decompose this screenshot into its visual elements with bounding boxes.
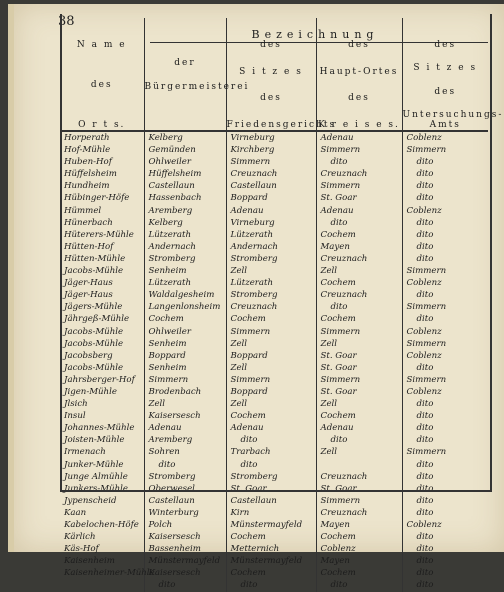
untersuchungsamt-cell: Simmern: [406, 374, 447, 385]
untersuchungsamt-cell: Simmern: [406, 447, 447, 458]
table-row: [60, 192, 488, 204]
place-name-cell: Insul: [60, 410, 144, 422]
friedensgericht-cell: Castellaun: [226, 495, 316, 507]
buergermeisterei-cell: Senheim: [144, 265, 226, 277]
header-text: K r e i s e s.: [318, 119, 400, 130]
hauptort-cell: Mayen: [316, 519, 402, 531]
untersuchungsamt-cell: dito: [416, 314, 434, 325]
hauptort-cell: Creuznach: [316, 168, 402, 180]
friedensgericht-cell: Cochem: [226, 567, 316, 579]
header-text: Bürgermeisterei: [144, 82, 250, 92]
untersuchungsamt-cell: Simmern: [406, 145, 447, 156]
buergermeisterei-cell: Senheim: [144, 362, 226, 374]
table-row: [60, 507, 488, 519]
hauptort-cell: dito: [316, 301, 402, 313]
buergermeisterei-cell: dito: [144, 579, 226, 591]
place-name-cell: Kaisenheimer-Mühle: [60, 567, 144, 579]
untersuchungsamt-cell: dito: [416, 290, 434, 301]
hauptort-cell: Cochem: [316, 410, 402, 422]
friedensgericht-cell: Stromberg: [226, 289, 316, 301]
place-name-cell: Kaan: [60, 507, 144, 519]
header-text: O r t s.: [78, 120, 126, 130]
buergermeisterei-cell: Bassenheim: [144, 543, 226, 555]
untersuchungsamt-cell: dito: [416, 181, 434, 192]
untersuchungsamt-cell: Coblenz: [406, 386, 442, 397]
buergermeisterei-cell: Boppard: [144, 350, 226, 362]
place-name-cell: Jlsich: [60, 398, 144, 410]
buergermeisterei-cell: Cochem: [144, 313, 226, 325]
untersuchungsamt-cell: dito: [416, 229, 434, 240]
table-row: [60, 555, 488, 567]
untersuchungsamt-cell: dito: [416, 507, 434, 518]
table-row: [60, 410, 488, 422]
buergermeisterei-cell: Castellaun: [144, 495, 226, 507]
header-untersuchungsamt: [402, 18, 504, 131]
untersuchungsamt-cell: dito: [416, 532, 434, 543]
untersuchungsamt-cell: dito: [416, 193, 434, 204]
friedensgericht-cell: Adenau: [226, 422, 316, 434]
untersuchungsamt-cell: Coblenz: [406, 350, 442, 361]
untersuchungsamt-cell: dito: [416, 423, 434, 434]
untersuchungsamt-cell: dito: [416, 580, 434, 591]
header-text: Untersuchungs-Amts: [402, 109, 504, 130]
table-row: [60, 289, 488, 301]
buergermeisterei-cell: Lützerath: [144, 277, 226, 289]
untersuchungsamt-cell: dito: [416, 253, 434, 264]
friedensgericht-cell: Münstermayfeld: [226, 555, 316, 567]
place-name-cell: Hünerbach: [60, 217, 144, 229]
hauptort-cell: St. Goar: [316, 362, 402, 374]
hauptort-cell: Creuznach: [316, 507, 402, 519]
table-row: [60, 362, 488, 374]
friedensgericht-cell: dito: [226, 579, 316, 591]
hauptort-cell: dito: [316, 217, 402, 229]
buergermeisterei-cell: Polch: [144, 519, 226, 531]
hauptort-cell: Cochem: [316, 313, 402, 325]
header-text: des: [434, 40, 457, 50]
header-text: des: [434, 86, 457, 97]
place-name-cell: Jacobs-Mühle: [60, 362, 144, 374]
untersuchungsamt-cell: dito: [416, 217, 434, 228]
table-row: [60, 567, 488, 579]
header-buergermeisterei: [144, 18, 250, 131]
table-row: [60, 519, 488, 531]
hauptort-cell: St. Goar: [316, 192, 402, 204]
table-row: [60, 338, 488, 350]
header-text: Haupt-Ortes: [319, 66, 399, 77]
place-name-cell: Hütten-Mühle: [60, 253, 144, 265]
friedensgericht-cell: Münstermayfeld: [226, 519, 316, 531]
place-name-cell: Käs-Hof: [60, 543, 144, 555]
place-name-cell: Jäger-Haus: [60, 289, 144, 301]
table-row: [60, 374, 488, 386]
header-text: S i t z e s: [413, 63, 478, 74]
hauptort-cell: dito: [316, 579, 402, 591]
friedensgericht-cell: Creuznach: [226, 301, 316, 313]
place-name-cell: Jypenscheid: [60, 495, 144, 507]
table-row: [60, 313, 488, 325]
header-hauptort: [316, 18, 402, 131]
friedensgericht-cell: Boppard: [226, 350, 316, 362]
buergermeisterei-cell: Langenlonsheim: [144, 301, 226, 313]
friedensgericht-cell: Andernach: [226, 241, 316, 253]
hauptort-cell: Cochem: [316, 531, 402, 543]
buergermeisterei-cell: Waldalgesheim: [144, 289, 226, 301]
buergermeisterei-cell: Kelberg: [144, 131, 226, 144]
buergermeisterei-cell: dito: [144, 459, 226, 471]
header-text: N a m e: [76, 40, 127, 50]
buergermeisterei-cell: Münstermayfeld: [144, 555, 226, 567]
table-row: [60, 131, 488, 144]
untersuchungsamt-cell: dito: [416, 556, 434, 567]
hauptort-cell: Simmern: [316, 144, 402, 156]
friedensgericht-cell: Simmern: [226, 374, 316, 386]
table-row: [60, 253, 488, 265]
hauptort-cell: Simmern: [316, 374, 402, 386]
hauptort-cell: Simmern: [316, 326, 402, 338]
untersuchungsamt-cell: Coblenz: [406, 278, 442, 289]
buergermeisterei-cell: Gemünden: [144, 144, 226, 156]
header-text: des: [260, 40, 282, 50]
buergermeisterei-cell: Sohren: [144, 446, 226, 458]
table-row: [60, 326, 488, 338]
friedensgericht-cell: Virneburg: [226, 131, 316, 144]
buergermeisterei-cell: Oberwesel: [144, 483, 226, 495]
place-name-cell: Jahrsberger-Hof: [60, 374, 144, 386]
hauptort-cell: Adenau: [316, 422, 402, 434]
buergermeisterei-cell: Stromberg: [144, 253, 226, 265]
place-name-cell: Huben-Hof: [60, 156, 144, 168]
friedensgericht-cell: St. Goar: [226, 483, 316, 495]
friedensgericht-cell: Zell: [226, 362, 316, 374]
hauptort-cell: dito: [316, 434, 402, 446]
friedensgericht-cell: dito: [226, 459, 316, 471]
table-row: [60, 205, 488, 217]
place-name-cell: Junge Almühle: [60, 471, 144, 483]
hauptort-cell: Cochem: [316, 277, 402, 289]
hauptort-cell: Adenau: [316, 205, 402, 217]
hauptort-cell: Zell: [316, 338, 402, 350]
table-row: [60, 531, 488, 543]
buergermeisterei-cell: Ohlweiler: [144, 326, 226, 338]
hauptort-cell: St. Goar: [316, 483, 402, 495]
place-name-cell: Hüterers-Mühle: [60, 229, 144, 241]
hauptort-cell: Adenau: [316, 131, 402, 144]
table-row: [60, 217, 488, 229]
table-row: [60, 144, 488, 156]
table-row: [60, 483, 488, 495]
place-name-cell: Jährgeß-Mühle: [60, 313, 144, 325]
table-title: Bezeichnung: [251, 28, 379, 41]
table-row: [60, 446, 488, 458]
place-name-cell: Junker-Mühle: [60, 459, 144, 471]
table-row: [60, 277, 488, 289]
untersuchungsamt-cell: dito: [416, 483, 434, 494]
table-row: [60, 543, 488, 555]
hauptort-cell: Coblenz: [316, 543, 402, 555]
table-row: [60, 180, 488, 192]
friedensgericht-cell: Cochem: [226, 410, 316, 422]
friedensgericht-cell: dito: [226, 434, 316, 446]
place-name-cell: Junkers-Mühle: [60, 483, 144, 495]
buergermeisterei-cell: Hassenbach: [144, 192, 226, 204]
table-row: [60, 168, 488, 180]
buergermeisterei-cell: Zell: [144, 398, 226, 410]
hauptort-cell: Mayen: [316, 241, 402, 253]
place-name-cell: Jäger-Haus: [60, 277, 144, 289]
friedensgericht-cell: Adenau: [226, 205, 316, 217]
table-row: [60, 386, 488, 398]
header-text: des: [348, 93, 370, 104]
table-row: [60, 265, 488, 277]
untersuchungsamt-cell: dito: [416, 362, 434, 373]
untersuchungsamt-cell: Coblenz: [406, 205, 442, 216]
friedensgericht-cell: Metternich: [226, 543, 316, 555]
hauptort-cell: Cochem: [316, 229, 402, 241]
untersuchungsamt-cell: dito: [416, 241, 434, 252]
friedensgericht-cell: Boppard: [226, 386, 316, 398]
untersuchungsamt-cell: dito: [416, 495, 434, 506]
buergermeisterei-cell: Adenau: [144, 422, 226, 434]
header-text: des: [348, 40, 370, 50]
table-row: [60, 156, 488, 168]
header-row: [60, 18, 488, 131]
place-name-cell: Jacobs-Mühle: [60, 326, 144, 338]
register-table: [60, 18, 504, 592]
untersuchungsamt-cell: Coblenz: [406, 133, 442, 143]
untersuchungsamt-cell: Coblenz: [406, 520, 442, 530]
hauptort-cell: Simmern: [316, 180, 402, 192]
place-name-cell: Hümmel: [60, 205, 144, 217]
place-name-cell: Kaisenheim: [60, 555, 144, 567]
place-name-cell: Hüffelsheim: [60, 168, 144, 180]
friedensgericht-cell: Zell: [226, 398, 316, 410]
table-row: [60, 471, 488, 483]
hauptort-cell: Creuznach: [316, 253, 402, 265]
table-row: [60, 434, 488, 446]
place-name-cell: Hundheim: [60, 180, 144, 192]
buergermeisterei-cell: Lützerath: [144, 229, 226, 241]
buergermeisterei-cell: Castellaun: [144, 180, 226, 192]
header-text: des: [90, 80, 113, 90]
hauptort-cell: Simmern: [316, 495, 402, 507]
friedensgericht-cell: Cochem: [226, 313, 316, 325]
place-name-cell: Kabelochen-Höfe: [60, 519, 144, 531]
place-name-cell: Jigen-Mühle: [60, 386, 144, 398]
buergermeisterei-cell: Andernach: [144, 241, 226, 253]
untersuchungsamt-cell: dito: [416, 471, 434, 482]
hauptort-cell: Creuznach: [316, 471, 402, 483]
friedensgericht-cell: Creuznach: [226, 168, 316, 180]
untersuchungsamt-cell: dito: [416, 169, 434, 180]
friedensgericht-cell: Virneburg: [226, 217, 316, 229]
table-row: [60, 579, 488, 591]
friedensgericht-cell: Lützerath: [226, 229, 316, 241]
hauptort-cell: Zell: [316, 265, 402, 277]
header-text: des: [260, 93, 282, 104]
header-text: S i t z e s: [239, 66, 303, 77]
place-name-cell: Hof-Mühle: [60, 144, 144, 156]
untersuchungsamt-cell: dito: [416, 568, 434, 579]
table-row: [60, 350, 488, 362]
header-friedensgericht: [226, 18, 337, 131]
friedensgericht-cell: Cochem: [226, 531, 316, 543]
place-name-cell: Jacobsberg: [60, 350, 144, 362]
untersuchungsamt-cell: Simmern: [406, 338, 447, 349]
hauptort-cell: Cochem: [316, 567, 402, 579]
friedensgericht-cell: Simmern: [226, 326, 316, 338]
place-name-cell: Horperath: [60, 131, 144, 144]
untersuchungsamt-cell: dito: [416, 459, 434, 470]
friedensgericht-cell: Kirchberg: [226, 144, 316, 156]
table-body: [60, 131, 488, 592]
untersuchungsamt-cell: dito: [416, 411, 434, 422]
table-row: [60, 495, 488, 507]
place-name-cell: Irmenach: [60, 446, 144, 458]
hauptort-cell: St. Goar: [316, 386, 402, 398]
friedensgericht-cell: Zell: [226, 265, 316, 277]
friedensgericht-cell: Zell: [226, 338, 316, 350]
place-name-cell: Johannes-Mühle: [60, 422, 144, 434]
buergermeisterei-cell: Kaisersesch: [144, 567, 226, 579]
hauptort-cell: Mayen: [316, 555, 402, 567]
hauptort-cell: Zell: [316, 398, 402, 410]
buergermeisterei-cell: Kaisersesch: [144, 410, 226, 422]
page-number: 38: [58, 14, 75, 29]
buergermeisterei-cell: Hüffelsheim: [144, 168, 226, 180]
untersuchungsamt-cell: dito: [416, 435, 434, 446]
friedensgericht-cell: Simmern: [226, 156, 316, 168]
friedensgericht-cell: Boppard: [226, 192, 316, 204]
table-row: [60, 229, 488, 241]
friedensgericht-cell: Lützerath: [226, 277, 316, 289]
buergermeisterei-cell: Aremberg: [144, 434, 226, 446]
table-row: [60, 301, 488, 313]
table-row: [60, 422, 488, 434]
buergermeisterei-cell: Kaisersesch: [144, 531, 226, 543]
friedensgericht-cell: Trarbach: [226, 446, 316, 458]
buergermeisterei-cell: Brodenbach: [144, 386, 226, 398]
untersuchungsamt-cell: Coblenz: [406, 326, 442, 337]
friedensgericht-cell: Castellaun: [226, 180, 316, 192]
header-name: [60, 18, 144, 131]
untersuchungsamt-cell: dito: [416, 399, 434, 410]
hauptort-cell: St. Goar: [316, 350, 402, 362]
header-text: der: [174, 58, 196, 68]
friedensgericht-cell: Stromberg: [226, 253, 316, 265]
place-name-cell: Hütten-Hof: [60, 241, 144, 253]
place-name-cell: Hübinger-Höfe: [60, 192, 144, 204]
buergermeisterei-cell: Simmern: [144, 374, 226, 386]
friedensgericht-cell: Kirn: [226, 507, 316, 519]
place-name-cell: Kärlich: [60, 531, 144, 543]
place-name-cell: Joisten-Mühle: [60, 434, 144, 446]
hauptort-cell: dito: [316, 156, 402, 168]
place-name-cell: [60, 579, 144, 591]
hauptort-cell: [316, 459, 402, 471]
untersuchungsamt-cell: dito: [416, 157, 434, 168]
friedensgericht-cell: Stromberg: [226, 471, 316, 483]
place-name-cell: Jägers-Mühle: [60, 301, 144, 313]
header-text: Friedensgerichts: [226, 119, 337, 130]
buergermeisterei-cell: Stromberg: [144, 471, 226, 483]
hauptort-cell: Zell: [316, 446, 402, 458]
hauptort-cell: Creuznach: [316, 289, 402, 301]
table-row: [60, 241, 488, 253]
untersuchungsamt-cell: Simmern: [406, 266, 447, 277]
buergermeisterei-cell: Aremberg: [144, 205, 226, 217]
table-row: [60, 398, 488, 410]
untersuchungsamt-cell: Simmern: [406, 302, 447, 313]
buergermeisterei-cell: Kelberg: [144, 217, 226, 229]
untersuchungsamt-cell: dito: [416, 544, 434, 555]
place-name-cell: Jacobs-Mühle: [60, 265, 144, 277]
table-row: [60, 459, 488, 471]
buergermeisterei-cell: Winterburg: [144, 507, 226, 519]
buergermeisterei-cell: Ohlweiler: [144, 156, 226, 168]
place-name-cell: Jacobs-Mühle: [60, 338, 144, 350]
buergermeisterei-cell: Senheim: [144, 338, 226, 350]
